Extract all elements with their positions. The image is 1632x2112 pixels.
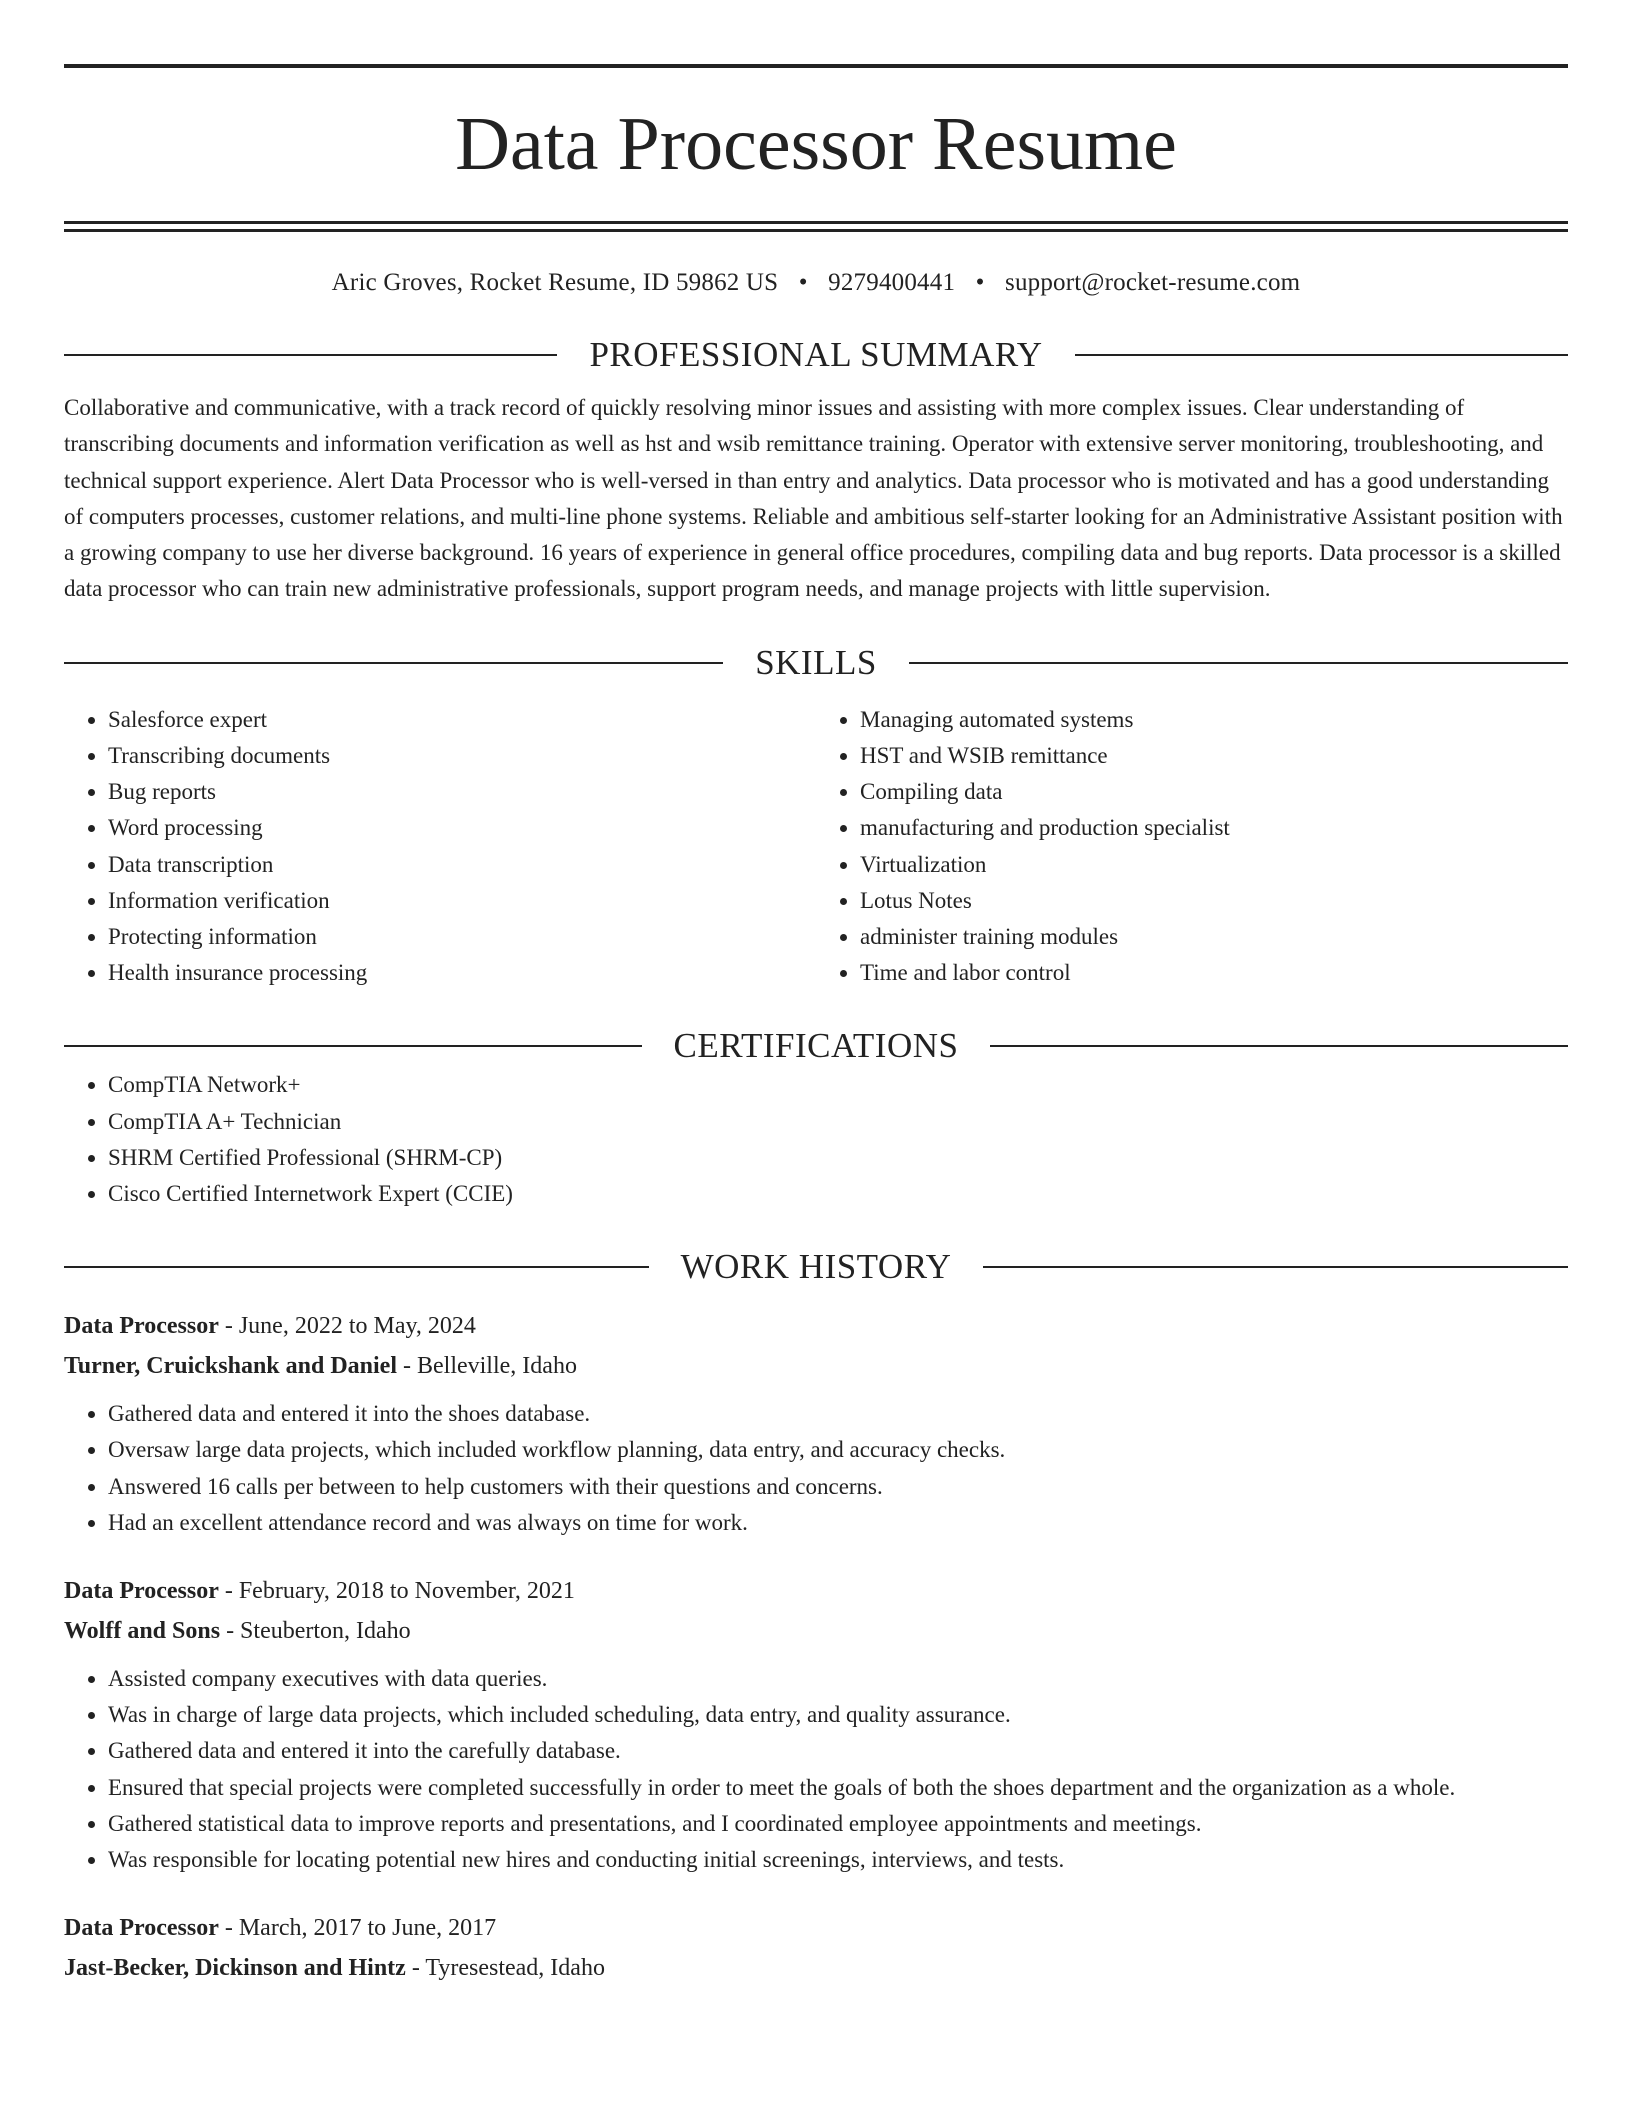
job-entry: [64, 1908, 1568, 1988]
contact-line: [64, 266, 1568, 300]
job-title-line: [64, 1306, 1568, 1346]
section-heading-summary: [64, 334, 1568, 376]
skill-item: • Word processing: [108, 810, 816, 846]
skill-item: • Salesforce expert: [108, 702, 816, 738]
job-dates: - February, 2018 to November, 2021: [218, 1578, 575, 1605]
contact-phone: 9279400441: [828, 269, 956, 296]
job-duties-list: [64, 1396, 1568, 1541]
job-title-line: [64, 1571, 1568, 1611]
job-duty: • Was in charge of large data projects, which included scheduling, data entry, and quality assurance.: [108, 1697, 1568, 1733]
title-double-rule: [64, 221, 1568, 232]
job-duty: • Gathered data and entered it into the shoes database.: [108, 1396, 1568, 1432]
job-company: Jast-Becker, Dickinson and Hintz: [64, 1955, 406, 1982]
job-duty: • Assisted company executives with data queries.: [108, 1661, 1568, 1697]
heading-rule: [1075, 354, 1568, 356]
section-title: WORK HISTORY: [680, 1247, 952, 1287]
job-duty: • Was responsible for locating potential new hires and conducting initial screenings, interviews, and tests.: [108, 1842, 1568, 1878]
certification-item: • CompTIA Network+: [108, 1067, 1568, 1103]
job-entry: [64, 1571, 1568, 1878]
skill-item: • Data transcription: [108, 847, 816, 883]
job-title: Data Processor: [64, 1915, 219, 1942]
skill-item: • Health insurance processing: [108, 955, 816, 991]
job-entry: [64, 1306, 1568, 1541]
job-company-line: [64, 1948, 1568, 1988]
top-rule: [64, 64, 1568, 68]
bullet-separator: •: [798, 269, 808, 296]
section-title: PROFESSIONAL SUMMARY: [589, 335, 1043, 374]
skill-item: • Compiling data: [860, 774, 1568, 810]
job-duty: • Ensured that special projects were completed successfully in order to meet the goals of both the shoes department and the organization as a whole.: [108, 1770, 1568, 1806]
skill-item: • Bug reports: [108, 774, 816, 810]
skill-item: • manufacturing and production specialist: [860, 810, 1568, 846]
job-company: Turner, Cruickshank and Daniel: [64, 1353, 397, 1380]
certification-item: • Cisco Certified Internetwork Expert (CCIE): [108, 1176, 1568, 1212]
resume-page: [64, 64, 1568, 1988]
job-dates: - March, 2017 to June, 2017: [218, 1915, 497, 1942]
section-heading-work-history: [64, 1246, 1568, 1288]
job-company-line: [64, 1346, 1568, 1386]
section-heading-certifications: [64, 1025, 1568, 1067]
certification-item: • SHRM Certified Professional (SHRM-CP): [108, 1140, 1568, 1176]
skill-item: • Time and labor control: [860, 955, 1568, 991]
job-location: - Belleville, Idaho: [397, 1353, 577, 1380]
job-location: - Steuberton, Idaho: [220, 1618, 411, 1645]
job-duty: • Answered 16 calls per between to help customers with their questions and concerns.: [108, 1469, 1568, 1505]
skill-item: • Lotus Notes: [860, 883, 1568, 919]
heading-rule: [909, 662, 1568, 664]
job-duty: • Gathered data and entered it into the carefully database.: [108, 1733, 1568, 1769]
job-duty: • Had an excellent attendance record and was always on time for work.: [108, 1505, 1568, 1541]
contact-email: support@rocket-resume.com: [1005, 269, 1301, 296]
job-location: - Tyresestead, Idaho: [405, 1955, 605, 1982]
page-title: Data Processor Resume: [455, 102, 1177, 186]
certification-item: • CompTIA A+ Technician: [108, 1104, 1568, 1140]
job-company: Wolff and Sons: [64, 1618, 221, 1645]
job-company-line: [64, 1611, 1568, 1651]
job-duty: • Oversaw large data projects, which included workflow planning, data entry, and accuracy checks.: [108, 1432, 1568, 1468]
section-title: CERTIFICATIONS: [673, 1026, 959, 1066]
job-dates: - June, 2022 to May, 2024: [218, 1313, 476, 1340]
job-title-line: [64, 1908, 1568, 1948]
job-title: Data Processor: [64, 1313, 219, 1340]
skills-list-left: [64, 702, 816, 992]
skill-item: • Protecting information: [108, 919, 816, 955]
heading-rule: [64, 662, 723, 664]
heading-rule: [64, 1045, 642, 1047]
skill-item: • HST and WSIB remittance: [860, 738, 1568, 774]
job-duties-list: [64, 1661, 1568, 1878]
section-heading-skills: [64, 642, 1568, 684]
skill-item: • Virtualization: [860, 847, 1568, 883]
summary-paragraph: Collaborative and communicative, with a track record of quickly resolving minor issues and assisting with more complex issues. Clear understanding of transcribing documents and information verification as well as hst and wsib remittance training. Operator with extensive server monitoring, troubleshooting, and technical support experience. Alert Data Processor who is well-versed in than entry and analytics. Data processor who is motivated and has a good understanding of computers processes, customer relations, and multi-line phone systems. Reliable and ambitious self-starter looking for an Administrative Assistant position with a growing company to use her diverse background. 16 years of experience in general office procedures, compiling data and bug reports. Data processor is a skilled data processor who can train new administrative professionals, support program needs, and manage projects with little supervision.: [64, 395, 1563, 602]
skills-columns: [64, 702, 1568, 992]
heading-rule: [983, 1266, 1568, 1268]
contact-address: Aric Groves, Rocket Resume, ID 59862 US: [331, 269, 779, 296]
skill-item: • Information verification: [108, 883, 816, 919]
section-title: SKILLS: [755, 642, 877, 682]
heading-rule: [64, 1266, 649, 1268]
bullet-separator: •: [975, 269, 985, 296]
skill-item: • administer training modules: [860, 919, 1568, 955]
heading-rule: [64, 354, 557, 356]
job-title: Data Processor: [64, 1578, 219, 1605]
certifications-list: [64, 1067, 1568, 1212]
heading-rule: [990, 1045, 1568, 1047]
skills-list-right: [816, 702, 1568, 992]
skill-item: • Transcribing documents: [108, 738, 816, 774]
job-duty: • Gathered statistical data to improve reports and presentations, and I coordinated employee appointments and meetings.: [108, 1806, 1568, 1842]
skill-item: • Managing automated systems: [860, 702, 1568, 738]
